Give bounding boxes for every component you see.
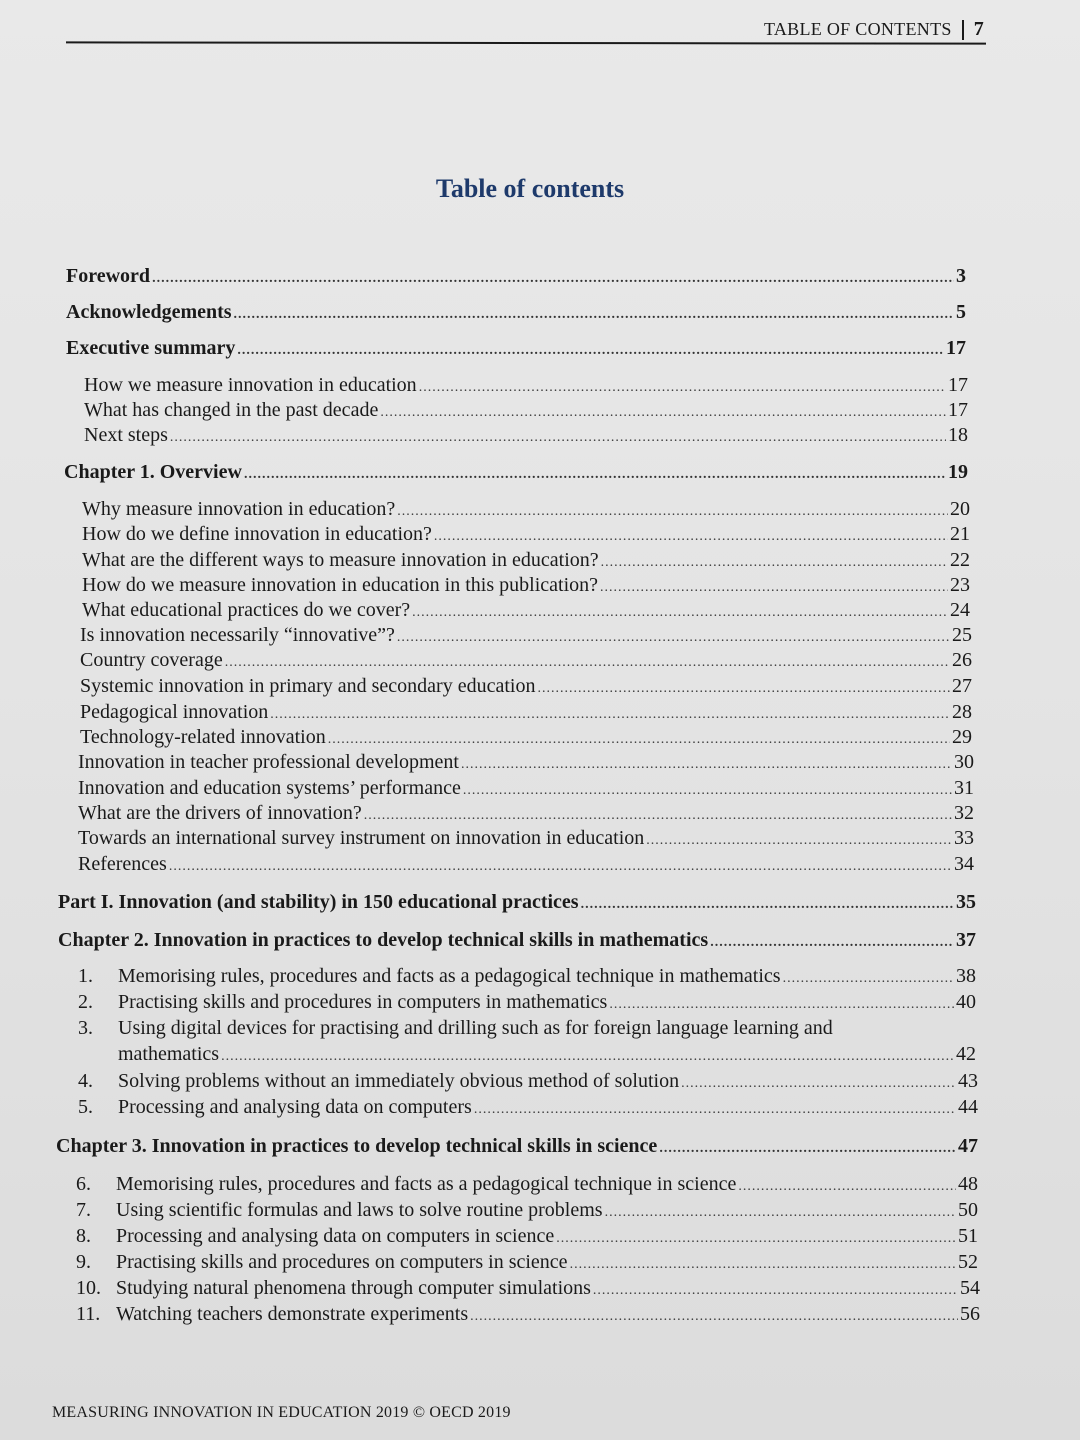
toc-entry-page: 29 [952, 726, 972, 748]
toc-entry-number: 1. [78, 965, 93, 987]
toc-entry-label [76, 1302, 468, 1326]
dot-leader [600, 576, 948, 600]
toc-entry[interactable] [76, 1224, 978, 1251]
dot-leader [152, 267, 954, 291]
dot-leader [463, 779, 952, 803]
toc-entry-label [82, 497, 395, 521]
toc-entry[interactable] [76, 1198, 978, 1225]
toc-entry[interactable] [82, 573, 970, 600]
dot-leader [738, 1175, 956, 1199]
toc-main-entry[interactable] [64, 460, 968, 487]
toc-entry-label [64, 460, 242, 484]
toc-entry-page: 43 [958, 1070, 978, 1092]
toc-entry-label [84, 423, 168, 447]
toc-entry-page: 48 [958, 1173, 978, 1195]
toc-entry-page: 34 [954, 853, 974, 875]
page-title: Table of contents [435, 174, 625, 203]
toc-entry-label [80, 700, 268, 724]
toc-entry-page: 19 [948, 461, 968, 483]
toc-entry-label [66, 264, 150, 288]
toc-main-entry[interactable] [58, 928, 976, 955]
toc-entry-number: 3. [78, 1017, 93, 1039]
toc-entry-text: Studying natural phenomena through computer simulations [116, 1277, 591, 1299]
dot-leader [169, 855, 952, 879]
toc-entry[interactable] [76, 1276, 980, 1303]
toc-entry[interactable] [78, 1016, 976, 1040]
toc-entry-text: How do we define innovation in education? [82, 523, 432, 545]
toc-entry-label [80, 725, 326, 749]
toc-entry-number: 5. [78, 1096, 93, 1118]
toc-entry[interactable] [76, 1172, 978, 1199]
dot-leader [419, 376, 946, 400]
toc-entry-page: 24 [950, 599, 970, 621]
dot-leader [380, 401, 946, 425]
dot-leader [364, 804, 952, 828]
toc-entry-continuation[interactable] [118, 1042, 976, 1069]
toc-entry-text: Acknowledgements [66, 301, 232, 323]
toc-entry-label [80, 623, 395, 647]
toc-entry-label [82, 573, 598, 597]
toc-entry-page: 50 [958, 1199, 978, 1221]
toc-entry-page: 31 [954, 777, 974, 799]
toc-entry-page: 42 [956, 1043, 976, 1065]
dot-leader [659, 1137, 956, 1161]
toc-entry-label [76, 1172, 736, 1196]
toc-entry-label [84, 373, 417, 397]
toc-main-entry[interactable] [56, 1134, 978, 1161]
toc-entry-text: Watching teachers demonstrate experiments [116, 1303, 469, 1325]
dot-leader [646, 829, 952, 853]
dot-leader [244, 463, 946, 487]
toc-entry-label [78, 776, 461, 800]
toc-entry-text: How we measure innovation in education [84, 374, 417, 396]
toc-entry-label [78, 750, 459, 774]
toc-main-entry[interactable] [66, 300, 966, 327]
toc-entry-label [78, 826, 644, 850]
toc-main-entry[interactable] [66, 264, 966, 291]
toc-entry-text: Technology-related innovation [80, 726, 326, 748]
dot-leader [474, 1098, 956, 1122]
toc-entry-label [66, 336, 235, 360]
toc-entry-label [78, 1095, 472, 1119]
toc-entry-label [80, 674, 535, 698]
toc-entry-label [76, 1224, 554, 1248]
toc-entry-label [82, 598, 410, 622]
toc-entry-page: 26 [952, 649, 972, 671]
toc-entry[interactable] [78, 801, 974, 828]
toc-entry-page: 17 [946, 337, 966, 359]
toc-entry-page: 38 [956, 965, 976, 987]
toc-entry[interactable] [78, 990, 976, 1017]
toc-entry-label [78, 964, 781, 988]
toc-entry-number: 2. [78, 991, 93, 1013]
dot-leader [225, 651, 950, 675]
toc-entry-label [58, 890, 579, 914]
toc-entry[interactable] [80, 623, 972, 650]
toc-entry[interactable] [80, 725, 972, 752]
toc-entry-text: Foreword [66, 265, 151, 287]
toc-entry-text: References [78, 853, 167, 875]
dot-leader [609, 993, 954, 1017]
dot-leader [681, 1072, 956, 1096]
dot-leader [783, 967, 954, 991]
toc-entry-page: 30 [954, 751, 974, 773]
toc-entry-label [82, 548, 599, 572]
toc-entry-label [78, 990, 607, 1014]
toc-entry-text: Processing and analysing data on computers in science [116, 1225, 555, 1247]
dot-leader [537, 677, 950, 701]
toc-entry-label [76, 1276, 591, 1300]
running-header-section: TABLE OF CONTENTS [764, 19, 952, 39]
toc-entry-page: 21 [950, 523, 970, 545]
toc-entry-page: 52 [958, 1251, 978, 1273]
toc-entry[interactable] [82, 497, 970, 524]
running-header-page-number: 7 [973, 18, 984, 40]
toc-entry-number: 9. [76, 1251, 91, 1273]
toc-entry-text: Processing and analysing data on computers [118, 1096, 472, 1118]
dot-leader [221, 1045, 954, 1069]
dot-leader [170, 426, 946, 450]
toc-entry-label [80, 648, 223, 672]
toc-entry-page: 25 [952, 624, 972, 646]
toc-entry[interactable] [78, 1095, 978, 1122]
toc-entry-text: Using digital devices for practising and drilling such as for foreign language learning and [118, 1017, 833, 1039]
toc-main-entry[interactable] [58, 890, 976, 917]
toc-entry-number: 6. [76, 1173, 91, 1195]
toc-entry-page: 33 [954, 827, 974, 849]
toc-entry-number: 7. [76, 1199, 91, 1221]
toc-entry-label [78, 1069, 679, 1093]
toc-entry-label [78, 852, 167, 876]
toc-entry-text: Innovation and education systems’ performance [78, 777, 461, 799]
toc-entry[interactable] [82, 548, 970, 575]
toc-entry[interactable] [78, 776, 974, 803]
toc-entry-text: Using scientific formulas and laws to solve routine problems [116, 1199, 603, 1221]
toc-entry-text: Memorising rules, procedures and facts as a pedagogical technique in mathematics [118, 965, 781, 987]
toc-entry[interactable] [78, 1069, 978, 1096]
toc-entry[interactable] [84, 373, 968, 400]
toc-entry[interactable] [78, 852, 974, 879]
toc-entry-page: 44 [958, 1096, 978, 1118]
toc-entry-page: 27 [952, 675, 972, 697]
toc-entry-text: Chapter 1. Overview [64, 461, 242, 483]
toc-entry-text: Memorising rules, procedures and facts as a pedagogical technique in science [116, 1173, 737, 1195]
toc-entry[interactable] [84, 423, 968, 450]
dot-leader [461, 753, 952, 777]
toc-entry-text: Is innovation necessarily “innovative”? [80, 624, 395, 646]
toc-entry-page: 28 [952, 701, 972, 723]
toc-entry[interactable] [78, 964, 976, 991]
toc-entry-page: 22 [950, 549, 970, 571]
dot-leader [556, 1227, 956, 1251]
toc-main-entry[interactable] [66, 336, 966, 363]
toc-entry[interactable] [80, 674, 972, 701]
toc-entry-text: Chapter 2. Innovation in practices to develop technical skills in mathematics [58, 929, 709, 951]
toc-entry-text: Part I. Innovation (and stability) in 150 educational practices [58, 891, 579, 913]
dot-leader [412, 601, 948, 625]
toc-entry-label [76, 1250, 568, 1274]
toc-entry-label [76, 1198, 603, 1222]
toc-entry-text: Country coverage [80, 649, 223, 671]
toc-entry-text: What are the different ways to measure innovation in education? [82, 549, 599, 571]
toc-entry-page: 56 [960, 1303, 980, 1325]
toc-entry[interactable] [76, 1250, 978, 1277]
dot-leader [710, 931, 954, 955]
dot-leader [237, 339, 944, 363]
toc-entry-page: 3 [956, 265, 966, 287]
dot-leader [601, 551, 948, 575]
toc-entry-text: Chapter 3. Innovation in practices to develop technical skills in science [56, 1135, 658, 1157]
toc-entry-page: 40 [956, 991, 976, 1013]
toc-entry-text: What educational practices do we cover? [82, 599, 411, 621]
toc-entry-text: Systemic innovation in primary and secondary education [80, 675, 536, 697]
toc-entry-page: 18 [948, 424, 968, 446]
toc-entry-page: 5 [956, 301, 966, 323]
toc-entry-page: 17 [948, 374, 968, 396]
toc-entry-label [66, 300, 232, 324]
toc-entry-page: 47 [958, 1135, 978, 1157]
toc-entry-page: 51 [958, 1225, 978, 1247]
toc-entry[interactable] [78, 826, 974, 853]
toc-entry-label [84, 398, 378, 422]
toc-entry[interactable] [76, 1302, 980, 1329]
toc-entry-text: How do we measure innovation in education in this publication? [82, 574, 598, 596]
toc-entry[interactable] [82, 598, 970, 625]
dot-leader [234, 303, 954, 327]
toc-entry-label [56, 1134, 657, 1158]
toc-entry-page: 37 [956, 929, 976, 951]
toc-entry-label [82, 522, 432, 546]
toc-entry[interactable] [78, 750, 974, 777]
toc-entry-number: 10. [76, 1277, 101, 1299]
toc-entry-text: Solving problems without an immediately obvious method of solution [118, 1070, 680, 1092]
toc-entry-number: 8. [76, 1225, 91, 1247]
toc-entry-text: Towards an international survey instrument on innovation in education [78, 827, 645, 849]
toc-entry[interactable] [84, 398, 968, 425]
toc-entry-page: 35 [956, 891, 976, 913]
dot-leader [397, 500, 948, 524]
toc-entry-number: 11. [76, 1303, 101, 1325]
toc-entry[interactable] [82, 522, 970, 549]
toc-entry-text: Innovation in teacher professional development [78, 751, 459, 773]
toc-entry[interactable] [80, 700, 972, 727]
toc-entry-text: Next steps [84, 424, 168, 446]
toc-entry-page: 20 [950, 498, 970, 520]
toc-entry-number: 4. [78, 1070, 93, 1092]
toc-entry-text: Practising skills and procedures on computers in science [116, 1251, 568, 1273]
dot-leader [397, 626, 950, 650]
toc-entry-text: Why measure innovation in education? [82, 498, 396, 520]
toc-entry-page: 23 [950, 574, 970, 596]
dot-leader [605, 1201, 956, 1225]
toc-entry-label [78, 801, 362, 825]
toc-entry-text: What has changed in the past decade [84, 399, 379, 421]
toc-entry-page: 54 [960, 1277, 980, 1299]
dot-leader [270, 703, 950, 727]
page-footer: MEASURING INNOVATION IN EDUCATION 2019 © OECD 2019 [52, 1404, 511, 1421]
toc-entry-label [78, 1016, 833, 1040]
dot-leader [470, 1305, 958, 1329]
toc-entry-label [58, 928, 708, 952]
dot-leader [570, 1253, 956, 1277]
dot-leader [581, 893, 954, 917]
dot-leader [593, 1279, 958, 1303]
toc-entry-text: What are the drivers of innovation? [78, 802, 362, 824]
toc-entry-text: Executive summary [66, 337, 236, 359]
toc-entry-text: Pedagogical innovation [80, 701, 269, 723]
toc-entry-page: 32 [954, 802, 974, 824]
toc-entry-page: 17 [948, 399, 968, 421]
toc-entry-text: Practising skills and procedures in computers in mathematics [118, 991, 608, 1013]
dot-leader [328, 728, 950, 752]
dot-leader [434, 525, 948, 549]
toc-entry-text: mathematics [118, 1043, 220, 1065]
toc-entry[interactable] [80, 648, 972, 675]
